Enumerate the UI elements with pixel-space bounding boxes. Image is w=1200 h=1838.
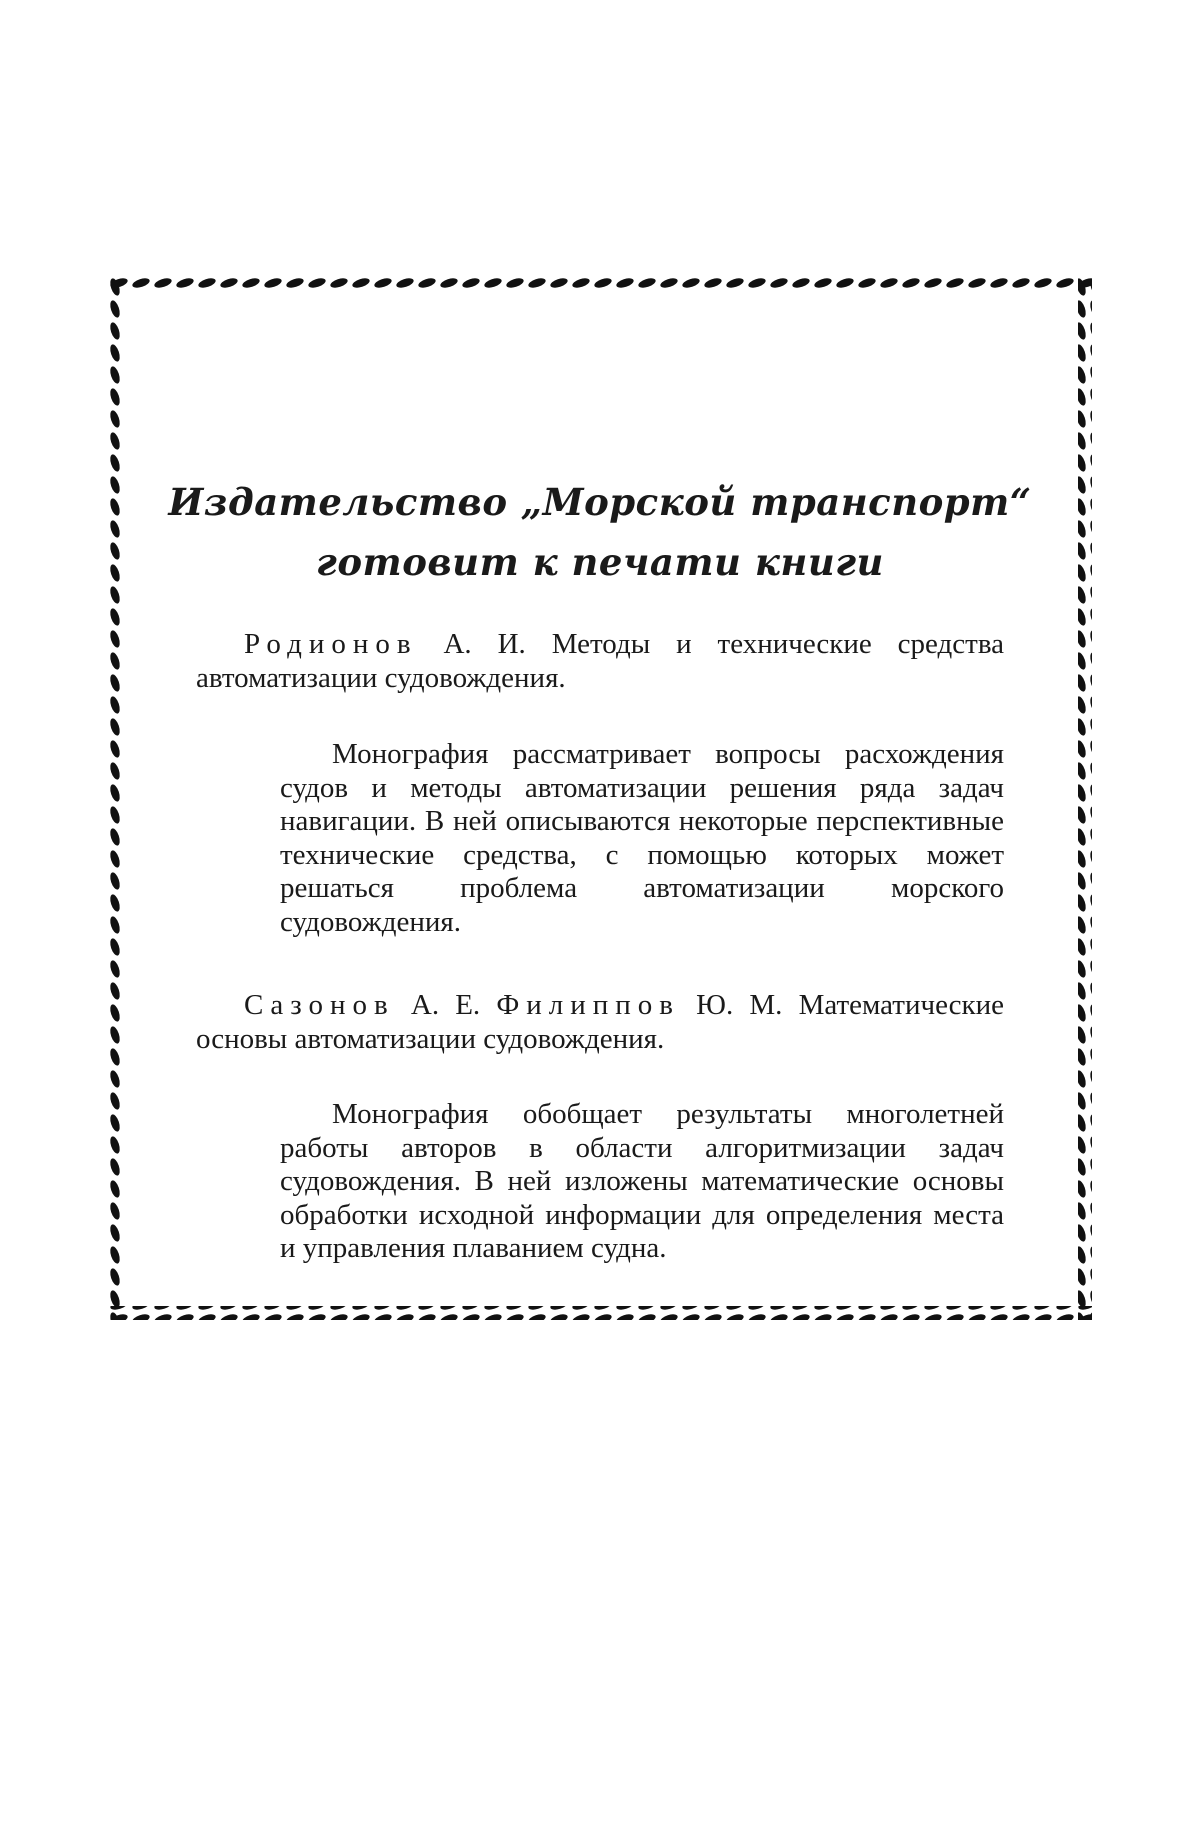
book-1-initials: А. И.: [443, 628, 526, 660]
book-entry-2: [196, 988, 1004, 1056]
page-heading: [108, 472, 1092, 592]
book-2-author-2: Филиппов: [496, 989, 680, 1021]
book-1-annotation-text: Монография рассматривает вопросы расхождения судов и методы автоматизации решения ряда задач навигации. В ней описываются некоторые перспективные технические средства, с помощью которых может решаться проблема автоматизации морского судовождения.: [280, 738, 1004, 938]
book-2-author-1: Сазонов: [244, 989, 395, 1021]
book-2-initials-2: Ю. М.: [696, 989, 783, 1021]
heading-line-2: готовит к печати книги: [316, 540, 884, 584]
book-entry-1: [196, 627, 1004, 695]
border-left: [108, 276, 122, 1320]
border-bottom: [108, 1306, 1092, 1320]
book-1-author: Родионов: [244, 628, 418, 660]
book-2-initials-1: А. Е.: [410, 989, 481, 1021]
heading-line-1: Издательство „Морской транспорт“: [168, 480, 1032, 524]
book-2-title: Математические основы автоматизации судовождения.: [196, 989, 1005, 1055]
book-2-annotation-text: Монография обобщает результаты многолетней работы авторов в области алгоритмизации задач судовождения. В ней изложены математические основы обработки исходной информации для определения места и управления плаванием судна.: [280, 1098, 1004, 1264]
ornamental-frame: [108, 276, 1092, 1320]
book-1-title: Методы и технические средства автоматизации судовождения.: [196, 628, 1005, 694]
border-top: [108, 276, 1092, 290]
book-1-annotation: [280, 738, 1004, 939]
border-right: [1078, 276, 1092, 1320]
book-2-annotation: [280, 1098, 1004, 1266]
